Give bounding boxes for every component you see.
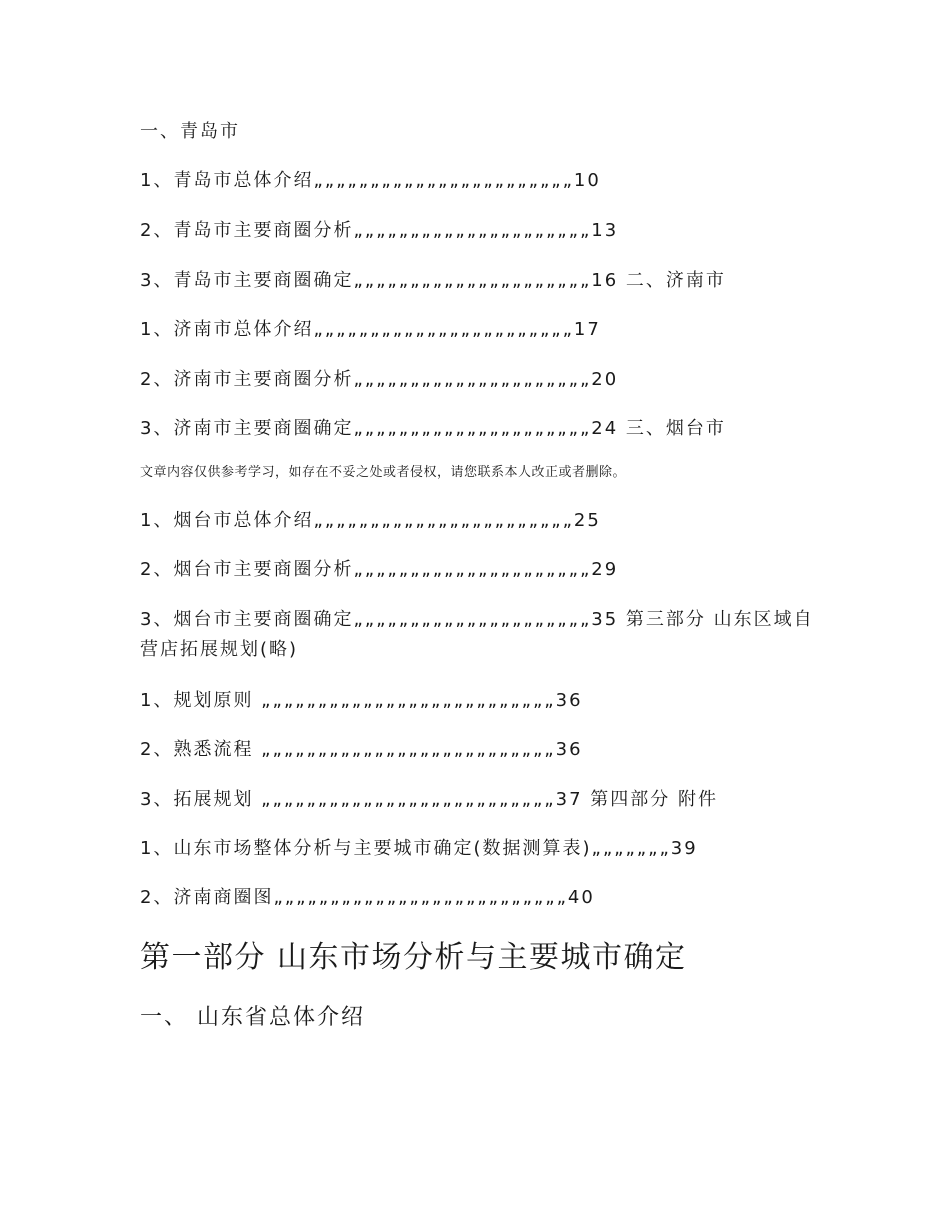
toc-entry: 2、青岛市主要商圈分析„„„„„„„„„„„„„„„„„„„„„13 xyxy=(140,220,619,241)
toc-entry: 3、拓展规划 „„„„„„„„„„„„„„„„„„„„„„„„„„37 第四部分 附件 xyxy=(140,789,718,810)
toc-entry: 1、济南市总体介绍„„„„„„„„„„„„„„„„„„„„„„„17 xyxy=(140,319,601,340)
toc-entry: 3、济南市主要商圈确定„„„„„„„„„„„„„„„„„„„„„24 三、烟台市 xyxy=(140,418,726,439)
toc-entry: 3、烟台市主要商圈确定„„„„„„„„„„„„„„„„„„„„„35 第三部分 山东区域自营店拓展规划(略) xyxy=(140,609,814,660)
toc-entry: 2、济南商圈图„„„„„„„„„„„„„„„„„„„„„„„„„„40 xyxy=(140,887,595,908)
toc-entry: 1、规划原则 „„„„„„„„„„„„„„„„„„„„„„„„„„36 xyxy=(140,690,583,711)
toc-entry: 3、青岛市主要商圈确定„„„„„„„„„„„„„„„„„„„„„16 二、济南市 xyxy=(140,270,726,291)
toc-entry: 1、青岛市总体介绍„„„„„„„„„„„„„„„„„„„„„„„10 xyxy=(140,170,601,191)
toc-entry: 2、济南市主要商圈分析„„„„„„„„„„„„„„„„„„„„„20 xyxy=(140,369,619,390)
toc-entry: 一、青岛市 xyxy=(140,121,240,142)
toc-entry: 2、熟悉流程 „„„„„„„„„„„„„„„„„„„„„„„„„„36 xyxy=(140,739,583,760)
toc-entry: 1、山东市场整体分析与主要城市确定(数据测算表)„„„„„„„39 xyxy=(140,838,698,859)
copyright-notice: 文章内容仅供参考学习，如存在不妥之处或者侵权，请您联系本人改正或者删除。 xyxy=(140,465,627,480)
section-heading: 一、 山东省总体介绍 xyxy=(140,1005,365,1030)
part-heading: 第一部分 山东市场分析与主要城市确定 xyxy=(140,940,687,975)
toc-entry: 1、烟台市总体介绍„„„„„„„„„„„„„„„„„„„„„„„25 xyxy=(140,510,601,531)
toc-entry: 2、烟台市主要商圈分析„„„„„„„„„„„„„„„„„„„„„29 xyxy=(140,559,619,580)
